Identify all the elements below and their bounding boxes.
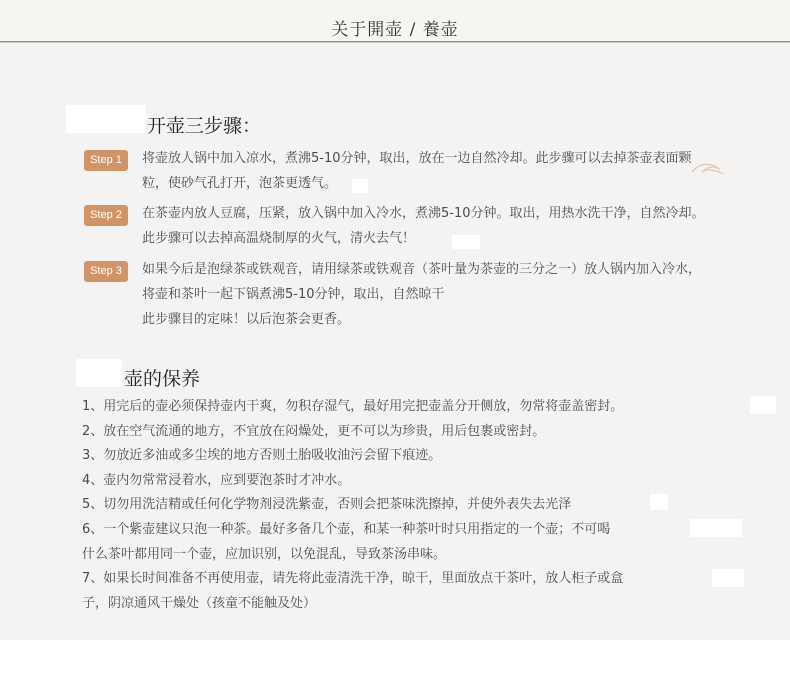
care-list	[82, 395, 782, 616]
list-item: 6、一个紫壶建议只泡一种茶。最好多备几个壶，和某一种茶叶时只用指定的一个壶；不可喝	[82, 521, 611, 537]
list-item: 1、用完后的壶必须保持壶内干爽，勿积存湿气，最好用完把壶盖分开侧放，勿常将壶盖密封。	[82, 399, 624, 414]
list-item: 子，阴凉通风干燥处（孩童不能触及处）	[82, 595, 317, 611]
list-item: 4、壶内勿常常浸着水，应到要泡茶时才冲水。	[82, 472, 351, 488]
step-line: 将壶和茶叶一起下锅煮沸5-10分钟，取出，自然晾干	[142, 287, 445, 302]
step-2-text	[142, 201, 782, 251]
list-item: 7、如果长时间准备不再使用壶，请先将此壶清洗干净，晾干，里面放点干茶叶，放人柜子或盒	[82, 571, 624, 587]
step-1-text	[142, 146, 782, 196]
list-item: 3、勿放近多油或多尘埃的地方否则土胎吸收油污会留下痕迹。	[82, 448, 442, 464]
list-item: 5、切勿用洗洁精或任何化学物剂浸洗紫壶，否则会把茶味洗擦掉，并使外表失去光泽	[82, 497, 572, 513]
title-backdrop	[76, 359, 122, 387]
footer-area	[0, 640, 790, 684]
step-line: 在茶壶内放人豆腐，压紧，放入锅中加入冷水，煮沸5-10分钟。取出，用热水洗干净，自然冷却。	[142, 206, 705, 221]
list-item: 什么茶叶都用同一个壶，应加识别，以免混乱，导致茶汤串味。	[82, 546, 447, 562]
page-title: 关于開壶 / 養壶	[331, 20, 459, 40]
step-2-badge: Step 2	[84, 205, 128, 226]
title-backdrop	[66, 105, 146, 133]
step-line: 此步骤目的定味！以后泡茶会更香。	[142, 312, 351, 327]
step-line: 此步骤可以去掉高温烧制厚的火气，清火去气！	[142, 231, 416, 246]
step-3-text	[142, 257, 782, 332]
section-title-open-pot: 开壶三步骤：	[147, 115, 262, 137]
section-title-pot-care: 壶的保养	[124, 368, 201, 390]
step-line: 粒，使砂气孔打开，泡茶更透气。	[142, 176, 338, 191]
step-1-badge: Step 1	[84, 150, 128, 171]
list-item: 2、放在空气流通的地方，不宜放在闷燥处，更不可以为珍贵，用后包裹或密封。	[82, 423, 546, 439]
step-3-badge: Step 3	[84, 261, 128, 282]
header-bar	[0, 0, 790, 42]
step-line: 将壶放人锅中加入凉水，煮沸5-10分钟，取出，放在一边自然冷却。此步骤可以去掉茶壶表面颗	[142, 151, 692, 166]
step-line: 如果今后是泡绿茶或铁观音，请用绿茶或铁观音（茶叶量为茶壶的三分之一）放人锅内加入冷水，	[142, 262, 702, 277]
